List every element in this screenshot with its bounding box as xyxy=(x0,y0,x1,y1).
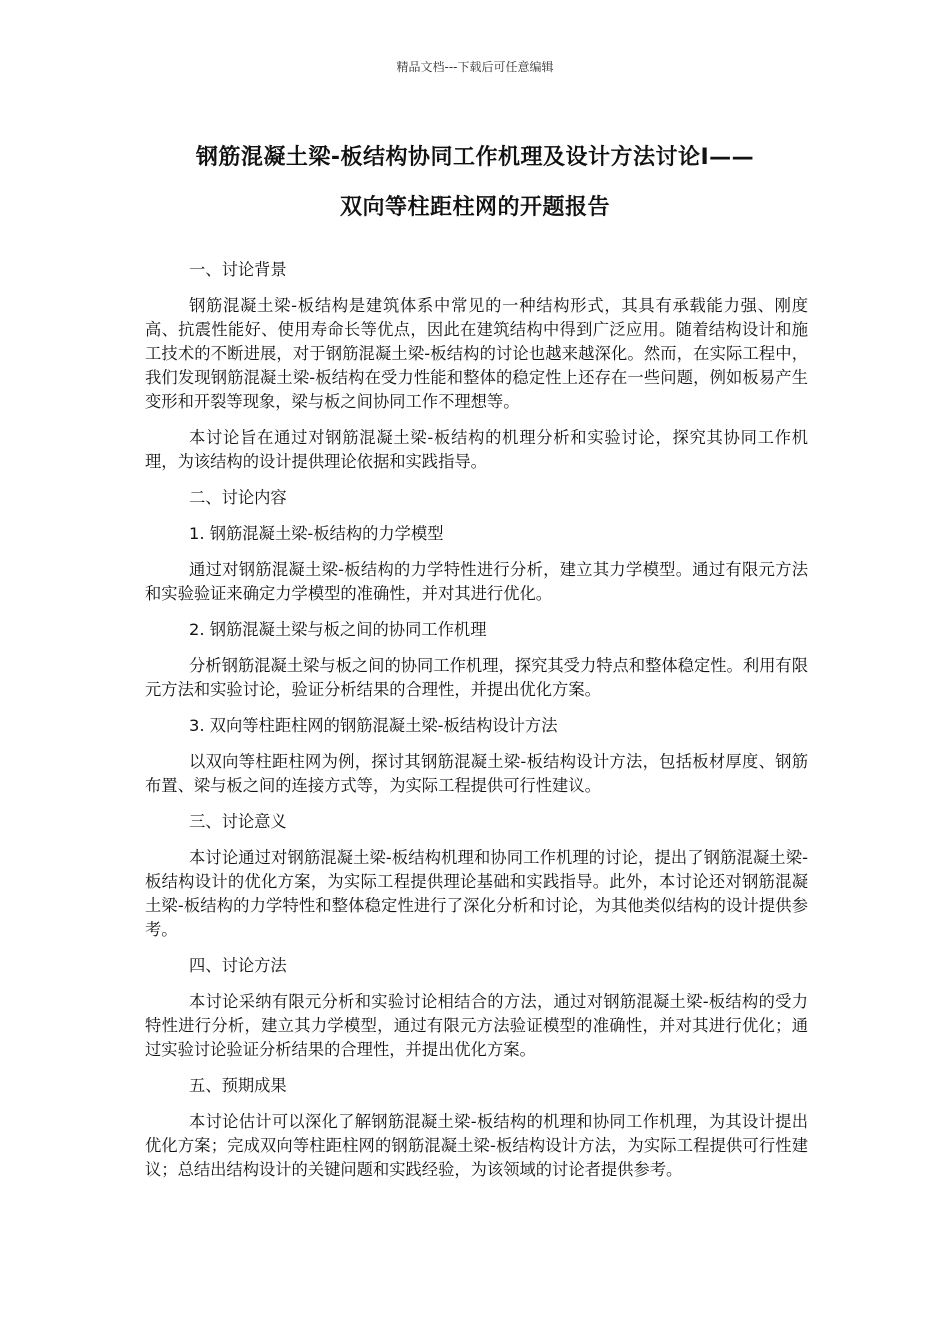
paragraph-design-method: 以双向等柱距柱网为例，探讨其钢筋混凝土梁-板结构设计方法，包括板材厚度、钢筋布置、梁与板之间的连接方式等，为实际工程提供可行性建议。 xyxy=(145,752,808,795)
document-title-line-2: 双向等柱距柱网的开题报告 xyxy=(339,195,610,220)
document-title-line-1: 钢筋混凝土梁-板结构协同工作机理及设计方法讨论Ⅰ—— xyxy=(195,145,755,170)
section-heading-methods: 四、讨论方法 xyxy=(189,956,287,975)
section-heading-significance: 三、讨论意义 xyxy=(189,812,287,831)
paragraph-background: 钢筋混凝土梁-板结构是建筑体系中常见的一种结构形式，其具有承载能力强、刚度高、抗震性能好、使用寿命长等优点，因此在建筑结构中得到广泛应用。随着结构设计和施工技术的不断进展，对于钢筋混凝土梁-板结构的讨论也越来越深化。然而，在实际工程中，我们发现钢筋混凝土梁-板结构在受力性能和整体的稳定性上还存在一些问题，例如板易产生变形和开裂等现象，梁与板之间协同工作不理想等。 xyxy=(145,296,808,411)
paragraph-cooperative-mechanism: 分析钢筋混凝土梁与板之间的协同工作机理，探究其受力特点和整体稳定性。利用有限元方法和实验讨论，验证分析结果的合理性，并提出优化方案。 xyxy=(145,656,808,699)
section-heading-background: 一、讨论背景 xyxy=(189,260,287,279)
paragraph-expected-results: 本讨论估计可以深化了解钢筋混凝土梁-板结构的机理和协同工作机理，为其设计提出优化方案；完成双向等柱距柱网的钢筋混凝土梁-板结构设计方法，为实际工程提供可行性建议；总结出结构设计的关键问题和实践经验，为该领域的讨论者提供参考。 xyxy=(145,1112,808,1179)
subheading-design-method: 3. 双向等柱距柱网的钢筋混凝土梁-板结构设计方法 xyxy=(189,716,558,735)
subheading-cooperative-mechanism: 2. 钢筋混凝土梁与板之间的协同工作机理 xyxy=(189,620,487,639)
subheading-mechanical-model: 1. 钢筋混凝土梁-板结构的力学模型 xyxy=(189,524,444,543)
paragraph-methods: 本讨论采纳有限元分析和实验讨论相结合的方法，通过对钢筋混凝土梁-板结构的受力特性进行分析，建立其力学模型，通过有限元方法验证模型的准确性，并对其进行优化；通过实验讨论验证分析结果的合理性，并提出优化方案。 xyxy=(145,992,808,1059)
section-heading-content: 二、讨论内容 xyxy=(189,488,287,507)
paragraph-purpose: 本讨论旨在通过对钢筋混凝土梁-板结构的机理分析和实验讨论，探究其协同工作机理，为该结构的设计提供理论依据和实践指导。 xyxy=(145,428,808,471)
document-body xyxy=(145,258,808,1194)
paragraph-mechanical-model: 通过对钢筋混凝土梁-板结构的力学特性进行分析，建立其力学模型。通过有限元方法和实验验证来确定力学模型的准确性，并对其进行优化。 xyxy=(145,560,808,603)
section-heading-expected-results: 五、预期成果 xyxy=(189,1076,287,1095)
paragraph-significance: 本讨论通过对钢筋混凝土梁-板结构机理和协同工作机理的讨论，提出了钢筋混凝土梁-板结构设计的优化方案，为实际工程提供理论基础和实践指导。此外，本讨论还对钢筋混凝土梁-板结构的力学特性和整体稳定性进行了深化分析和讨论，为其他类似结构的设计提供参考。 xyxy=(145,848,808,939)
header-note: 精品文档---下载后可任意编辑 xyxy=(396,60,554,74)
